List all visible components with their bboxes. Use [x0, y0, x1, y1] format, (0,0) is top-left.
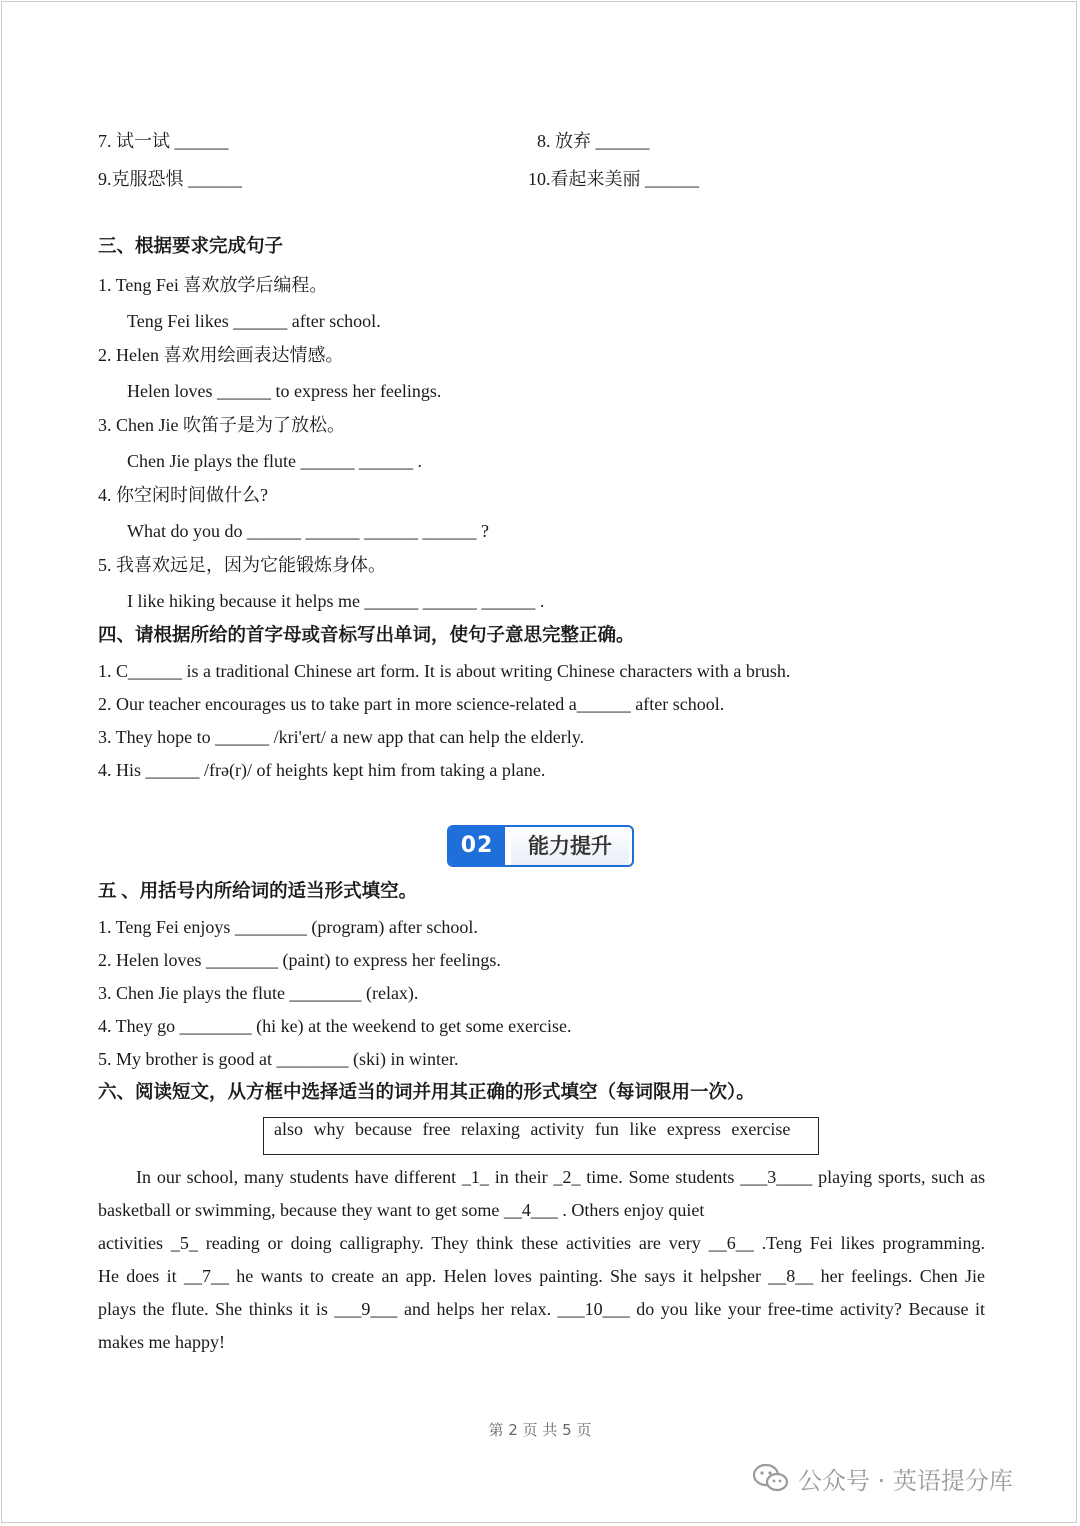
- section3-item-2-cn: 2. Helen 喜欢用绘画表达情感。: [98, 345, 344, 365]
- vocab-item-7: 7. 试一试 ______: [98, 131, 229, 151]
- passage-text: do you like your free-time activity? Because it: [636, 1299, 986, 1319]
- word-bank-word: like: [629, 1119, 657, 1139]
- section5-item-4: 4. They go ________ (hi ke) at the weekend to get some exercise.: [98, 1016, 572, 1036]
- section6-heading: 六、阅读短文，从方框中选择适当的词并用其正确的形式填空（每词限用一次）。: [98, 1083, 755, 1103]
- section3-item-5-cn: 5. 我喜欢远足，因为它能锻炼身体。: [98, 555, 386, 575]
- section4-item-2: 2. Our teacher encourages us to take part in more science-related a______ after school.: [98, 694, 725, 714]
- passage-text: basketball or swimming, because they want to get some: [98, 1200, 500, 1220]
- passage-blank-7: __7__: [183, 1266, 229, 1286]
- page-number: 第 2 页 共 5 页: [488, 1421, 592, 1439]
- section-badge: [447, 825, 634, 867]
- section3-item-1-cn: 1. Teng Fei 喜欢放学后编程。: [98, 275, 328, 295]
- word-bank-word: activity: [530, 1119, 585, 1139]
- passage-text: activities: [98, 1233, 163, 1253]
- passage-blank-3: ___3____: [740, 1167, 813, 1187]
- passage-text: in their: [494, 1167, 548, 1187]
- vocab-item-9: 9.克服恐惧 ______: [98, 169, 242, 189]
- section5-heading: 五 、用括号内所给词的适当形式填空。: [98, 882, 418, 902]
- vocab-item-8: 8. 放弃 ______: [537, 131, 650, 151]
- word-bank-word: free: [422, 1119, 451, 1139]
- passage-text: In our school, many students have different: [136, 1167, 457, 1187]
- passage-text: he wants to create an app. Helen loves painting. She says it helpsher: [236, 1266, 761, 1286]
- section3-item-1-en: Teng Fei likes ______ after school.: [127, 311, 381, 331]
- section3-item-5-en: I like hiking because it helps me ______ ______ ______ .: [127, 591, 545, 611]
- word-bank-word: express: [666, 1119, 721, 1139]
- passage-line-4: [98, 1265, 985, 1287]
- passage-text: plays the flute. She thinks it is: [98, 1299, 328, 1319]
- section5-item-5: 5. My brother is good at ________ (ski) in winter.: [98, 1049, 459, 1069]
- section4-item-3: 3. They hope to ______ /kri'ert/ a new app that can help the elderly.: [98, 727, 585, 747]
- word-bank-word: because: [355, 1119, 412, 1139]
- badge-label: 能力提升: [511, 827, 629, 865]
- passage-blank-1: _1_: [461, 1167, 489, 1187]
- section3-item-4-en: What do you do ______ ______ ______ ______ ?: [127, 521, 489, 541]
- passage-blank-4: __4___: [503, 1200, 558, 1220]
- section3-item-3-en: Chen Jie plays the flute ______ ______ .: [127, 451, 422, 471]
- passage-blank-9: ___9___: [334, 1299, 398, 1319]
- section4-item-4: 4. His ______ /frə(r)/ of heights kept him from taking a plane.: [98, 760, 546, 780]
- section4-item-1: 1. C______ is a traditional Chinese art form. It is about writing Chinese characters with a brush.: [98, 661, 791, 681]
- watermark-text: 公众号 · 英语提分库: [798, 1466, 1013, 1495]
- passage-blank-5: _5_: [170, 1233, 198, 1253]
- passage-line-2: [98, 1199, 985, 1221]
- section5-item-2: 2. Helen loves ________ (paint) to express her feelings.: [98, 950, 501, 970]
- word-bank-word: exercise: [731, 1119, 791, 1139]
- passage-blank-10: ___10___: [557, 1299, 630, 1319]
- passage-blank-2: _2_: [553, 1167, 581, 1187]
- section5-item-3: 3. Chen Jie plays the flute ________ (relax).: [98, 983, 419, 1003]
- watermark: [752, 1460, 1013, 1496]
- section5-item-1: 1. Teng Fei enjoys ________ (program) after school.: [98, 917, 478, 937]
- badge-number: 02: [449, 827, 505, 865]
- word-bank-word: fun: [594, 1119, 619, 1139]
- wechat-icon: [752, 1463, 790, 1493]
- passage-text: and helps her relax.: [403, 1299, 552, 1319]
- passage-line-5: [98, 1298, 985, 1320]
- word-bank-box: [263, 1117, 819, 1155]
- passage-line-1: [136, 1166, 985, 1188]
- word-bank-word: relaxing: [460, 1119, 520, 1139]
- passage-text: playing sports, such as: [818, 1167, 986, 1187]
- section3-item-4-cn: 4. 你空闲时间做什么?: [98, 485, 268, 505]
- word-bank-word: also: [274, 1119, 303, 1139]
- section3-heading: 三、根据要求完成句子: [98, 237, 284, 257]
- passage-text: .Teng Fei likes programming.: [761, 1233, 986, 1253]
- section4-heading: 四、请根据所给的首字母或音标写出单词，使句子意思完整正确。: [98, 626, 635, 646]
- passage-text: her feelings. Chen Jie: [820, 1266, 986, 1286]
- section3-item-3-cn: 3. Chen Jie 吹笛子是为了放松。: [98, 415, 345, 435]
- passage-text: He does it: [98, 1266, 177, 1286]
- word-bank-word: why: [313, 1119, 345, 1139]
- passage-line-6: makes me happy!: [98, 1332, 225, 1352]
- passage-text: . Others enjoy quiet: [562, 1200, 705, 1220]
- passage-blank-6: __6__: [708, 1233, 754, 1253]
- passage-line-3: [98, 1232, 985, 1254]
- vocab-item-10: 10.看起来美丽 ______: [528, 169, 699, 189]
- passage-blank-8: __8__: [768, 1266, 814, 1286]
- passage-text: reading or doing calligraphy. They think these activities are very: [205, 1233, 701, 1253]
- passage-text: time. Some students: [586, 1167, 735, 1187]
- section3-item-2-en: Helen loves ______ to express her feelings.: [127, 381, 442, 401]
